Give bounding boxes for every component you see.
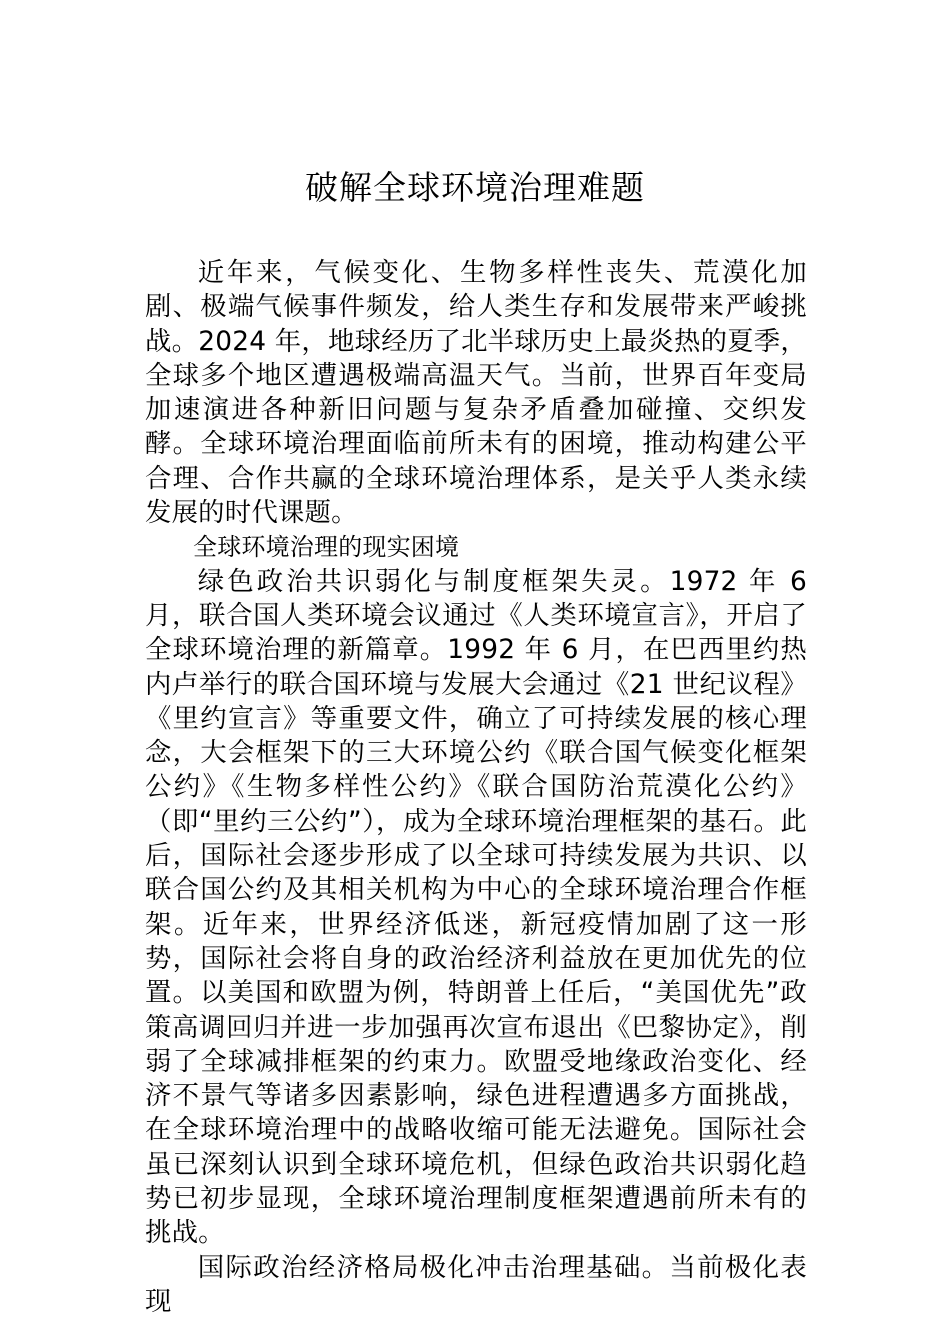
body-paragraph-continued: 国际政治经济格局极化冲击治理基础。当前极化表现 — [145, 1251, 807, 1317]
document-body — [145, 256, 807, 1319]
document-title: 破解全球环境治理难题 — [305, 168, 645, 207]
section-heading: 全球环境治理的现实困境 — [193, 533, 460, 562]
intro-paragraph: 近年来，气候变化、生物多样性丧失、荒漠化加剧、极端气候事件频发，给人类生存和发展带来严峻挑战。2024 年，地球经历了北半球历史上最炎热的夏季，全球多个地区遭遇极端高温天气。当前，世界百年变局加速演进各种新旧问题与复杂矛盾叠加碰撞、交织发酵。全球环境治理面临前所未有的困境，推动构建公平合理、合作共赢的全球环境治理体系，是关乎人类永续发展的时代课题。 — [145, 257, 807, 529]
body-paragraph: 绿色政治共识弱化与制度框架失灵。1972 年 6 月，联合国人类环境会议通过《人类环境宣言》，开启了全球环境治理的新篇章。1992 年 6 月，在巴西里约热内卢举行的联合国环境与发展大会通过《21 世纪议程》《里约宣言》等重要文件，确立了可持续发展的核心理念，大会框架下的三大环境公约《联合国气候变化框架公约》《生物多样性公约》《联合国防治荒漠化公约》（即“里约三公约”），成为全球环境治理框架的基石。此后，国际社会逐步形成了以全球可持续发展为共识、以联合国公约及其相关机构为中心的全球环境治理合作框架。近年来，世界经济低迷，新冠疫情加剧了这一形势，国际社会将自身的政治经济利益放在更加优先的位置。以美国和欧盟为例，特朗普上任后，“美国优先”政策高调回归并进一步加强再次宣布退出《巴黎协定》，削弱了全球减排框架的约束力。欧盟受地缘政治变化、经济不景气等诸多因素影响，绿色进程遭遇多方面挑战，在全球环境治理中的战略收缩可能无法避免。国际社会虽已深刻认识到全球环境危机，但绿色政治共识弱化趋势已初步显现，全球环境治理制度框架遭遇前所未有的挑战。 — [145, 565, 807, 1249]
